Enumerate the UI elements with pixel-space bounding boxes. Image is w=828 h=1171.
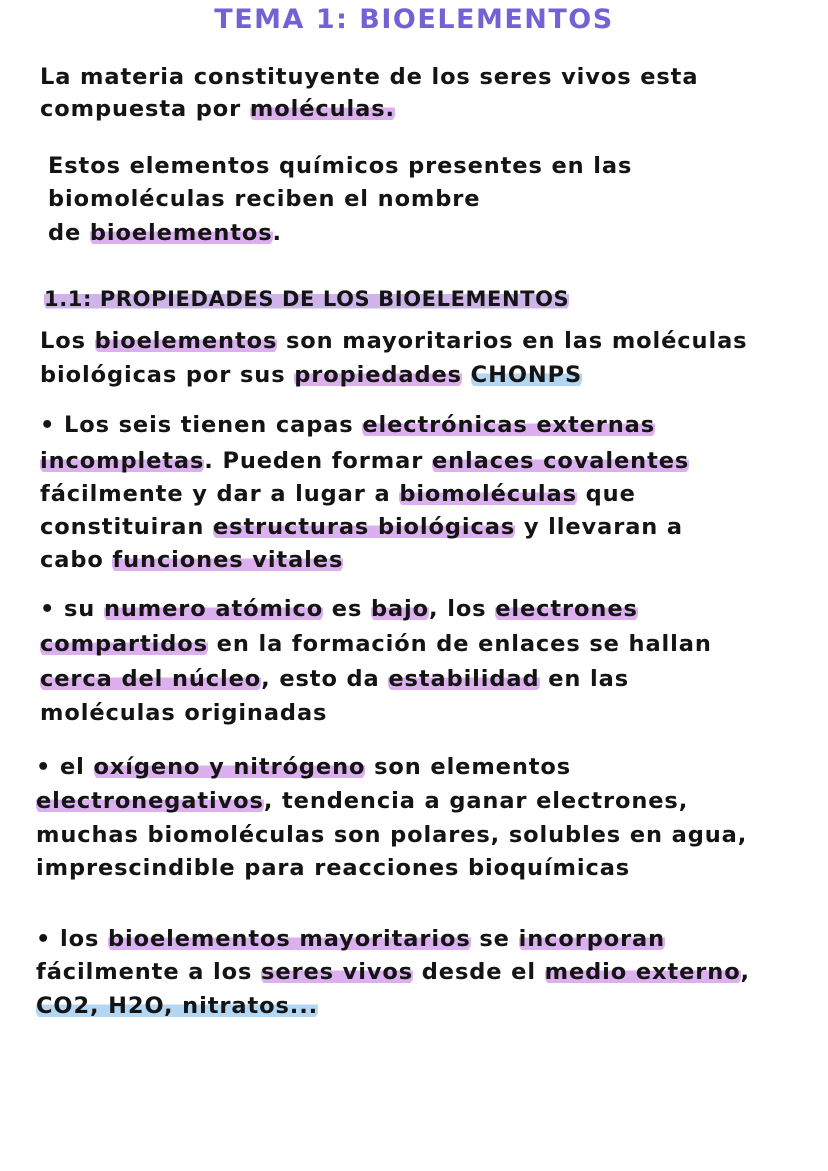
text-line xyxy=(48,151,632,181)
text-segment: que xyxy=(576,481,636,507)
text-segment: • Los seis tienen capas xyxy=(40,412,363,438)
highlighted-text: numero atómico xyxy=(103,596,324,622)
text-line xyxy=(48,184,480,214)
text-segment: La materia constituyente de los seres vivos esta xyxy=(40,64,699,90)
highlighted-text: bioelementos mayoritarios xyxy=(108,926,471,952)
text-segment: moléculas originadas xyxy=(40,700,328,726)
text-segment: • el xyxy=(36,754,94,780)
text-segment: es xyxy=(323,596,371,622)
text-segment: y llevaran a xyxy=(515,514,684,540)
text-segment: imprescindible para reacciones bioquímicas xyxy=(36,855,631,881)
text-line xyxy=(36,820,747,850)
highlighted-text: CHONPS xyxy=(470,362,583,388)
text-line xyxy=(40,62,698,92)
text-line xyxy=(36,853,630,883)
text-segment: , los xyxy=(429,596,496,622)
text-segment: fácilmente y dar a lugar a xyxy=(40,481,400,507)
highlighted-text: propiedades xyxy=(294,362,462,388)
text-segment: son elementos xyxy=(365,754,572,780)
text-segment: son mayoritarios en las moléculas xyxy=(277,328,748,354)
text-segment: • su xyxy=(40,596,104,622)
text-segment: , tendencia a ganar electrones, xyxy=(263,788,689,814)
highlighted-text: incorporan xyxy=(518,926,666,952)
highlighted-text: bioelementos xyxy=(89,220,273,246)
text-line xyxy=(36,752,571,782)
text-segment: muchas biomoléculas son polares, solubles en agua, xyxy=(36,822,748,848)
text-segment: cabo xyxy=(40,547,113,573)
text-segment: biomoléculas reciben el nombre xyxy=(48,186,481,212)
highlighted-text: electrónicas externas xyxy=(362,412,656,438)
highlighted-text: compartidos xyxy=(40,631,208,657)
text-segment: constituiran xyxy=(40,514,213,540)
page-title: TEMA 1: BIOELEMENTOS xyxy=(214,4,614,35)
text-segment: • los xyxy=(36,926,109,952)
highlighted-text: CO2, H2O, nitratos... xyxy=(36,993,319,1019)
highlighted-text: biomoléculas xyxy=(399,481,577,507)
highlighted-text: bajo xyxy=(370,596,430,622)
text-line xyxy=(40,698,327,728)
highlighted-text: enlaces covalentes xyxy=(431,448,690,474)
highlighted-text: oxígeno y nitrógeno xyxy=(93,754,366,780)
highlighted-text: estructuras biológicas xyxy=(213,514,516,540)
highlighted-text: 1.1: PROPIEDADES DE LOS BIOELEMENTOS xyxy=(44,287,570,311)
text-segment: . Pueden formar xyxy=(204,448,432,474)
text-line xyxy=(36,924,665,954)
highlighted-text: cerca del núcleo xyxy=(40,666,262,692)
text-line xyxy=(40,326,747,356)
text-segment: se xyxy=(470,926,519,952)
highlighted-text: electronegativos xyxy=(36,788,264,814)
text-line xyxy=(40,410,655,440)
text-segment: Los xyxy=(40,328,95,354)
highlighted-text: medio externo xyxy=(544,959,741,985)
text-line xyxy=(40,360,582,390)
highlighted-text: estabilidad xyxy=(388,666,540,692)
highlighted-text: moléculas. xyxy=(249,96,395,122)
highlighted-text: seres vivos xyxy=(261,959,414,985)
text-line xyxy=(40,479,636,509)
text-segment: en la formación de enlaces se hallan xyxy=(207,631,712,657)
text-segment: , xyxy=(740,959,750,985)
text-line xyxy=(40,446,689,476)
text-line xyxy=(48,218,282,248)
text-line xyxy=(40,594,638,624)
text-line xyxy=(40,512,683,542)
text-line xyxy=(36,991,318,1021)
text-line xyxy=(40,545,343,575)
text-segment: fácilmente a los xyxy=(36,959,262,985)
text-line xyxy=(40,94,395,124)
text-segment: Estos elementos químicos presentes en las xyxy=(48,153,633,179)
text-line xyxy=(40,664,629,694)
highlighted-text: funciones vitales xyxy=(112,547,344,573)
text-segment: desde el xyxy=(413,959,545,985)
text-segment: biológicas por sus xyxy=(40,362,295,388)
section-heading xyxy=(44,284,569,314)
text-segment: . xyxy=(272,220,282,246)
text-segment xyxy=(462,362,471,388)
text-segment: de xyxy=(48,220,90,246)
text-line xyxy=(40,629,712,659)
text-line xyxy=(36,957,750,987)
highlighted-text: incompletas xyxy=(40,448,205,474)
text-line xyxy=(36,786,688,816)
text-segment: compuesta por xyxy=(40,96,250,122)
highlighted-text: electrones xyxy=(495,596,638,622)
text-segment: , esto da xyxy=(261,666,389,692)
text-segment: en las xyxy=(539,666,630,692)
highlighted-text: bioelementos xyxy=(94,328,278,354)
